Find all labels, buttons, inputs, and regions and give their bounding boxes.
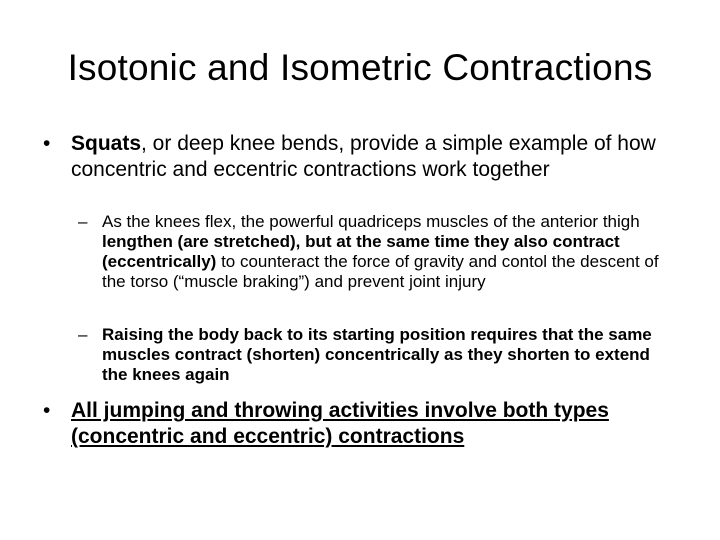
- subbullet-text: Raising the body back to its starting position requires that the same muscles contract (shorten) concentrically as they shorten to extend the knees again: [102, 325, 652, 384]
- bullet-text: [71, 131, 671, 183]
- bullet-bold-term: Squats: [71, 132, 142, 155]
- bullet-text: All jumping and throwing activities involve both types (concentric and eccentric) contractions: [71, 399, 609, 448]
- slide-title: Isotonic and Isometric Contractions: [67, 47, 653, 88]
- bullet-marker: •: [43, 132, 51, 155]
- subbullet-marker: –: [78, 325, 88, 344]
- subbullet-text: [102, 212, 672, 292]
- subbullet-marker: –: [78, 212, 88, 231]
- subbullet-part: to counteract the force of gravity and contol the descent of the torso (“muscle braking”) and prevent joint injury: [102, 252, 659, 291]
- bullet-body: , or deep knee bends, provide a simple example of how concentric and eccentric contractions work together: [71, 132, 656, 181]
- subbullet-bold-part: lengthen (are stretched), but at the same time they also contract (eccentrically): [102, 232, 620, 271]
- bullet-marker: •: [43, 399, 51, 422]
- subbullet-part: As the knees flex, the powerful quadriceps muscles of the anterior thigh: [102, 212, 640, 231]
